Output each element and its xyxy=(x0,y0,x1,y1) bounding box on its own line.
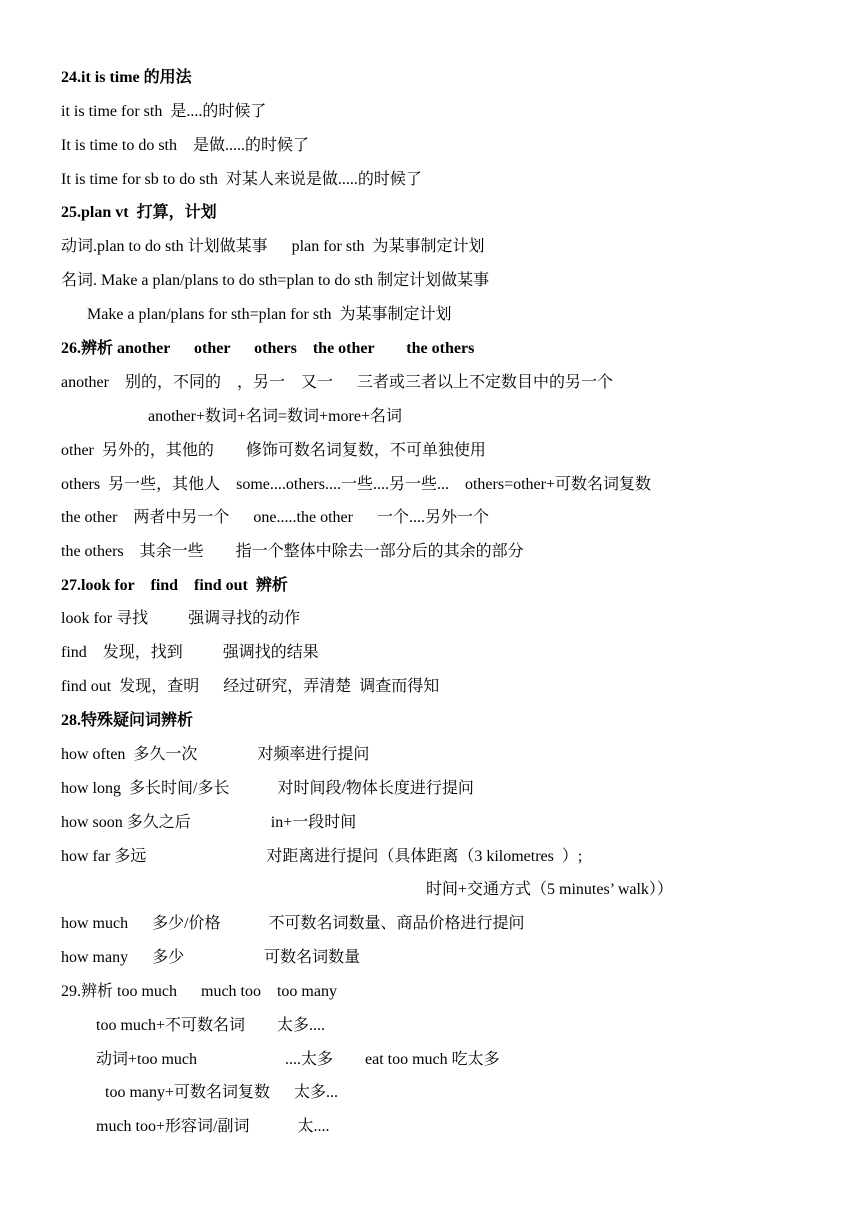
text-line: find out 发现，查明 经过研究，弄清楚 调查而得知 xyxy=(61,678,440,695)
heading-27: 27.look for find find out 辨析 xyxy=(61,577,288,594)
text-line: it is time for sth 是....的时候了 xyxy=(61,103,267,120)
text-line: other 另外的，其他的 修饰可数名词复数，不可单独使用 xyxy=(61,442,486,459)
text-line: another+数词+名词=数词+more+名词 xyxy=(148,408,402,425)
text-line: 动词+too much ....太多 eat too much 吃太多 xyxy=(96,1051,500,1068)
text-line: the other 两者中另一个 one.....the other 一个....另外一个 xyxy=(61,509,489,526)
text-line: others 另一些，其他人 some....others....一些....另一些... others=other+可数名词复数 xyxy=(61,476,652,493)
text-line: the others 其余一些 指一个整体中除去一部分后的其余的部分 xyxy=(61,543,524,560)
text-line: 时间+交通方式（5 minutes’ walk）） xyxy=(426,881,673,898)
text-line: too much+不可数名词 太多.... xyxy=(96,1017,326,1034)
heading-25: 25.plan vt 打算，计划 xyxy=(61,204,217,221)
heading-29: 29.辨析 too much much too too many xyxy=(61,983,337,1000)
heading-28: 28.特殊疑问词辨析 xyxy=(61,712,194,729)
text-line: how often 多久一次 对频率进行提问 xyxy=(61,746,370,763)
text-line: how many 多少 可数名词数量 xyxy=(61,949,361,966)
text-line: too many+可数名词复数 太多... xyxy=(105,1084,339,1101)
text-line: another 别的，不同的 ，另一 又一 三者或三者以上不定数目中的另一个 xyxy=(61,374,613,391)
text-line: It is time to do sth 是做.....的时候了 xyxy=(61,137,310,154)
text-line: much too+形容词/副词 太.... xyxy=(96,1118,330,1135)
text-line: how long 多长时间/多长 对时间段/物体长度进行提问 xyxy=(61,780,474,797)
text-line: look for 寻找 强调寻找的动作 xyxy=(61,610,301,627)
heading-24: 24.it is time 的用法 xyxy=(61,69,192,86)
text-line: 动词.plan to do sth 计划做某事 plan for sth 为某事制定计划 xyxy=(61,238,485,255)
text-line: how soon 多久之后 in+一段时间 xyxy=(61,814,357,831)
text-line: Make a plan/plans for sth=plan for sth 为某事制定计划 xyxy=(87,306,452,323)
text-line: It is time for sb to do sth 对某人来说是做.....的时候了 xyxy=(61,171,422,188)
text-line: find 发现，找到 强调找的结果 xyxy=(61,644,319,661)
heading-26: 26.辨析 another other others the other the others xyxy=(61,340,475,357)
text-line: how much 多少/价格 不可数名词数量、商品价格进行提问 xyxy=(61,915,525,932)
text-line: 名词. Make a plan/plans to do sth=plan to do sth 制定计划做某事 xyxy=(61,272,490,289)
text-line: how far 多远 对距离进行提问（具体距离（3 kilometres ）; xyxy=(61,848,583,865)
